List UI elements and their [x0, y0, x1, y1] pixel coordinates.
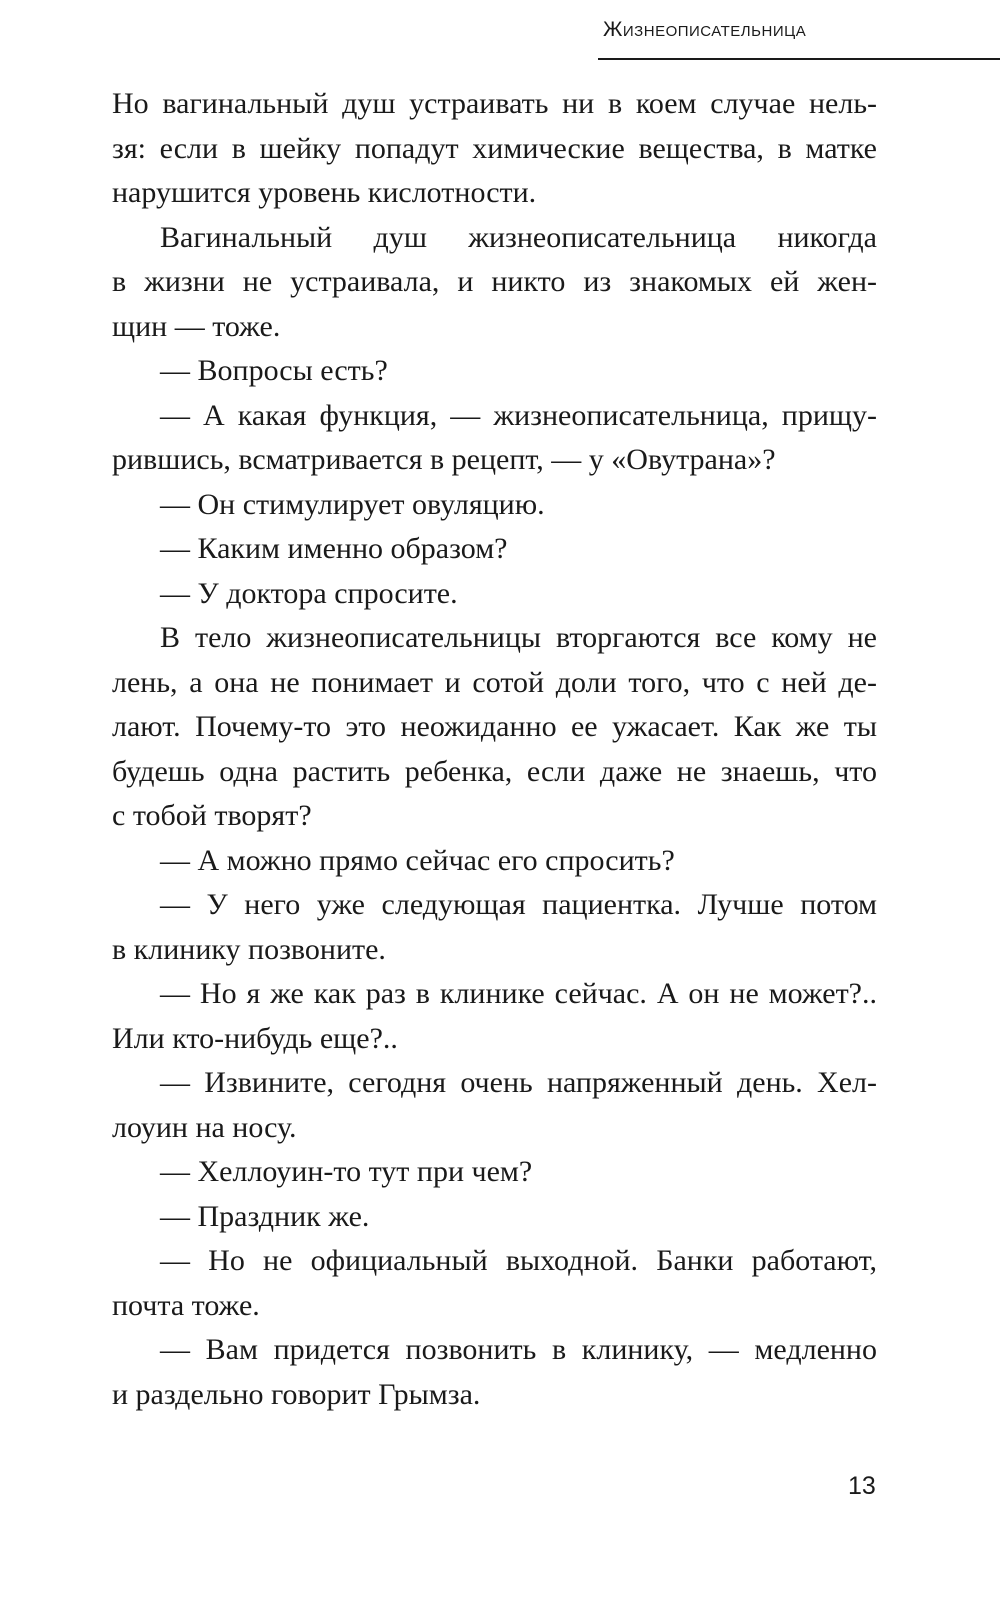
text-line: — А можно прямо сейчас его спросить? — [160, 843, 675, 877]
text-line: с тобой творят? — [112, 799, 312, 832]
text-line: — Праздник же. — [160, 1199, 370, 1233]
text-line: — Вам придется позвонить в клинику, — медленно — [160, 1333, 877, 1366]
text-line: лают. Почему-то это неожиданно ее ужасает. Как же ты — [112, 710, 877, 743]
page-number: 13 — [848, 1472, 876, 1500]
text-line: — А какая функция, — жизнеописательница, прищу- — [160, 398, 877, 432]
text-line: — Хеллоуин-то тут при чем? — [160, 1155, 533, 1188]
header-rule — [598, 58, 1000, 60]
text-line: нарушится уровень кислотности. — [112, 176, 537, 209]
running-header-title: Жизнеописательница — [603, 18, 807, 41]
text-line: — У доктора спросите. — [160, 576, 458, 610]
text-line: в клинику позвоните. — [112, 932, 386, 966]
text-line: — Каким именно образом? — [160, 532, 508, 565]
text-line: щин — тоже. — [112, 309, 281, 343]
text-line: Но вагинальный душ устраивать ни в коем случае нель- — [112, 87, 877, 120]
text-line: лоуин на носу. — [112, 1110, 297, 1144]
text-line: — Извините, сегодня очень напряженный день. Хел- — [160, 1066, 877, 1099]
text-line: Вагинальный душ жизнеописательница никогда — [160, 220, 877, 254]
text-line: — Он стимулирует овуляцию. — [160, 487, 545, 521]
text-line: Или кто-нибудь еще?.. — [112, 1021, 398, 1055]
text-line: лень, а она не понимает и сотой доли того, что с ней де- — [112, 665, 877, 699]
text-line: почта тоже. — [112, 1288, 260, 1322]
text-line: В тело жизнеописательницы вторгаются все кому не — [160, 621, 877, 654]
text-line: в жизни не устраивала, и никто из знакомых ей жен- — [112, 265, 877, 298]
text-line: и раздельно говорит Грымза. — [112, 1377, 481, 1411]
text-line: — У него уже следующая пациентка. Лучше потом — [160, 888, 877, 921]
text-line: — Но не официальный выходной. Банки работают, — [160, 1244, 877, 1277]
text-line: рившись, всматривается в рецепт, — у «Овутрана»? — [112, 443, 776, 476]
page-body-text — [112, 82, 877, 1417]
text-line: — Вопросы есть? — [160, 354, 388, 387]
text-line: будешь одна растить ребенка, если даже не знаешь, что — [112, 754, 877, 788]
text-line: — Но я же как раз в клинике сейчас. А он не может?.. — [160, 977, 877, 1010]
text-line: зя: если в шейку попадут химические вещества, в матке — [112, 131, 877, 165]
